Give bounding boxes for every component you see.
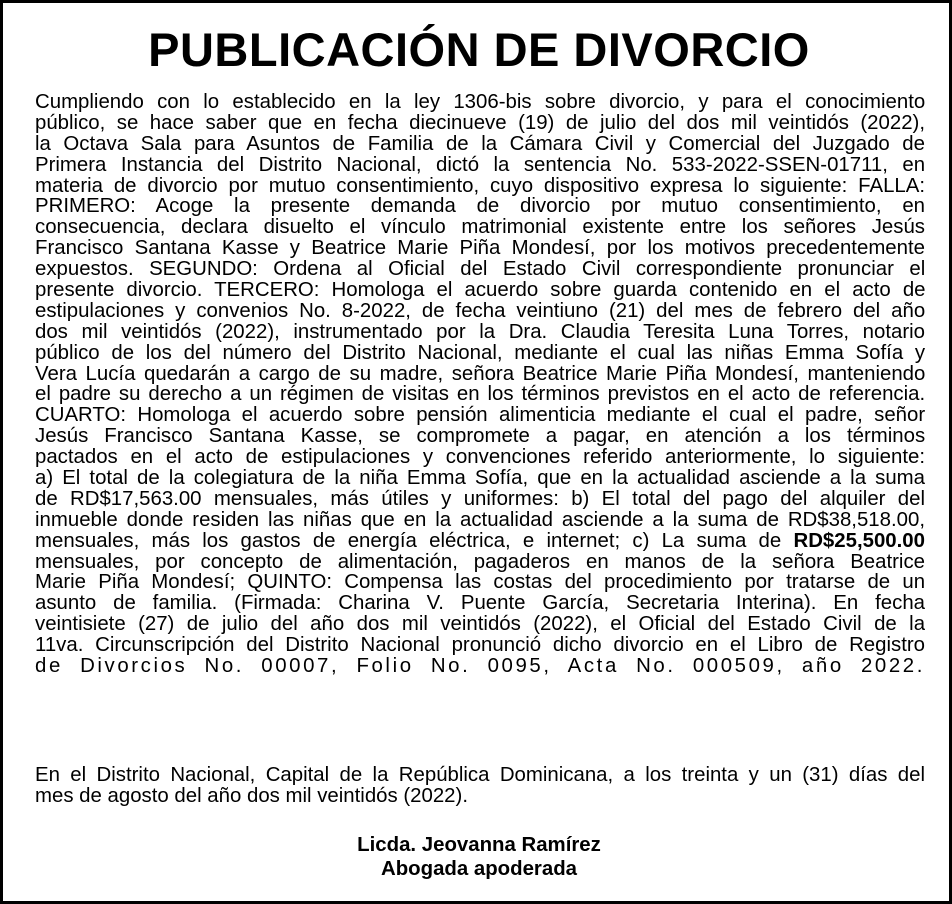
closing-line: En el Distrito Nacional, Capital de la República Dominicana, a los treinta y un (31) días del	[35, 764, 925, 786]
body-line: de RD$17,563.00 mensuales, más útiles y uniformes: b) El total del pago del alquiler del	[35, 488, 925, 510]
highlighted-amount: RD$25,500.00	[793, 530, 925, 552]
body-line: dos mil veintidós (2022), instrumentado por la Dra. Claudia Teresita Luna Torres, notario	[35, 321, 925, 343]
body-line: Vera Lucía quedarán a cargo de su madre, señora Beatrice Marie Piña Mondesí, manteniendo	[35, 363, 925, 385]
body-line: materia de divorcio por mutuo consentimiento, cuyo dispositivo expresa lo siguiente: FALLA:	[35, 175, 925, 197]
body-line: PRIMERO: Acoge la presente demanda de divorcio por mutuo consentimiento, en	[35, 196, 925, 218]
signer-role: Abogada apoderada	[380, 858, 577, 880]
signature-block	[3, 833, 952, 881]
body-line: Primera Instancia del Distrito Nacional, dictó la sentencia No. 533-2022-SSEN-01711, en	[35, 154, 925, 176]
body-line-text: mensuales, más los gastos de energía eléctrica, e internet; c) La suma de	[35, 530, 782, 552]
notice-body	[35, 92, 925, 677]
body-line: asunto de familia. (Firmada: Charina V. Puente García, Secretaria Interina). En fecha	[35, 593, 925, 615]
body-line: 11va. Circunscripción del Distrito Nacional pronunció dicho divorcio en el Libro de Registro	[35, 635, 925, 657]
body-line: expuestos. SEGUNDO: Ordena al Oficial del Estado Civil correspondiente pronunciar el	[35, 259, 925, 281]
body-line: Cumpliendo con lo establecido en la ley 1306-bis sobre divorcio, y para el conocimiento	[35, 92, 925, 113]
notice-title: PUBLICACIÓN DE DIVORCIO	[148, 23, 810, 76]
body-line: consecuencia, declara disuelto el vínculo matrimonial existente entre los señores Jesús	[35, 217, 925, 239]
body-line: inmueble donde residen las niñas que en la actualidad asciende a la suma de RD$38,518.00,	[35, 509, 925, 531]
body-line: Jesús Francisco Santana Kasse, se compromete a pagar, en atención a los términos	[35, 426, 925, 448]
body-line: el padre su derecho a un régimen de visitas en los términos previstos en el acto de referencia.	[35, 384, 925, 406]
body-line: la Octava Sala para Asuntos de Familia de la Cámara Civil y Comercial del Juzgado de	[35, 133, 925, 155]
body-line: público de los del número del Distrito Nacional, mediante el cual las niñas Emma Sofía y	[35, 342, 925, 364]
body-line: CUARTO: Homologa el acuerdo sobre pensión alimenticia mediante el cual el padre, señor	[35, 405, 925, 427]
closing-line: mes de agosto del año dos mil veintidós (2022).	[35, 785, 468, 807]
body-line-with-amount	[35, 531, 925, 552]
body-line: presente divorcio. TERCERO: Homologa el acuerdo sobre guarda contenido en el acto de	[35, 280, 925, 301]
body-line: estipulaciones y convenios No. 8-2022, de fecha veintiuno (21) del mes de febrero del año	[35, 300, 925, 322]
body-line: Marie Piña Mondesí; QUINTO: Compensa las costas del procedimiento por tratarse de un	[35, 572, 925, 594]
body-line: público, se hace saber que en fecha diecinueve (19) de julio del dos mil veintidós (2022),	[35, 112, 925, 134]
body-line: mensuales, por concepto de alimentación, pagaderos en manos de la señora Beatrice	[35, 551, 925, 573]
body-line-registry: de Divorcios No. 00007, Folio No. 0095, Acta No. 000509, año 2022.	[35, 656, 925, 677]
body-line: Francisco Santana Kasse y Beatrice Marie Piña Mondesí, por los motivos precedentemente	[35, 238, 925, 260]
body-line: veintisiete (27) de julio del año dos mil veintidós (2022), el Oficial del Estado Civil de la	[35, 614, 925, 636]
closing-paragraph	[35, 765, 925, 807]
signer-name: Licda. Jeovanna Ramírez	[357, 834, 601, 856]
body-line: a) El total de la colegiatura de la niña Emma Sofía, que en la actualidad asciende a la suma	[35, 468, 925, 489]
body-line: pactados en el acto de estipulaciones y convenciones referido anteriormente, lo siguiente:	[35, 447, 925, 469]
